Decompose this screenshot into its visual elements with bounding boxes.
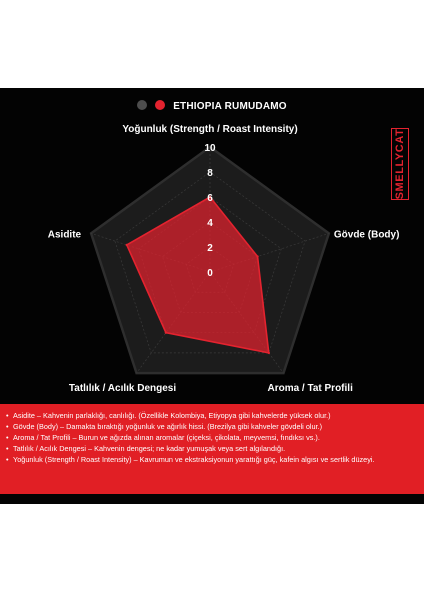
radar-tick-label: 8	[207, 168, 213, 179]
radar-tick-label: 4	[207, 218, 213, 229]
description-item: • Asidite – Kahvenin parlaklığı, canlılığı. (Özellikle Kolombiya, Etiyopya gibi kahvelerde yüksek olur.)	[6, 410, 416, 421]
radar-axis-label: Aroma / Tat Profili	[267, 383, 353, 395]
radar-axis-label: Yoğunluk (Strength / Roast Intensity)	[122, 124, 298, 135]
radar-data-point	[268, 352, 270, 354]
description-item: • Aroma / Tat Profili – Burun ve ağızda alınan aromalar (çiçeksi, çikolata, meyvemsi, fındıksı vs.).	[6, 432, 416, 443]
radar-data-point	[256, 255, 258, 257]
radar-tick-label: 10	[204, 143, 216, 154]
description-item: • Gövde (Body) – Damakta bıraktığı yoğunluk ve ağırlık hissi. (Brezilya gibi kahveler gövdeli olur.)	[6, 421, 416, 432]
radar-axis-label: Tatlılık / Acılık Dengesi	[68, 383, 177, 395]
radar-data-point	[165, 331, 167, 333]
brand-label: SMELLYCAT	[394, 128, 406, 200]
radar-tick-label: 6	[207, 193, 213, 204]
radar-tick-label: 0	[207, 268, 213, 279]
description-item: • Yoğunluk (Strength / Roast Intensity) – Kavrumun ve ekstraksiyonun yarattığı güç, kafein algısı ve sertlik düzeyi.	[6, 454, 416, 465]
radar-chart	[0, 88, 424, 404]
radar-axis-label: Asidite	[47, 229, 82, 241]
radar-axis-label: Gövde (Body)	[333, 229, 400, 241]
description-list	[6, 410, 416, 465]
description-box	[0, 404, 424, 494]
radar-data-point	[126, 244, 128, 246]
radar-tick-label: 2	[207, 243, 213, 254]
legend-series-label: ETHIOPIA RUMUDAMO	[173, 101, 287, 112]
description-item: • Tatlılık / Acılık Dengesi – Kahvenin dengesi; ne kadar yumuşak veya sert algılandığı.	[6, 443, 416, 454]
